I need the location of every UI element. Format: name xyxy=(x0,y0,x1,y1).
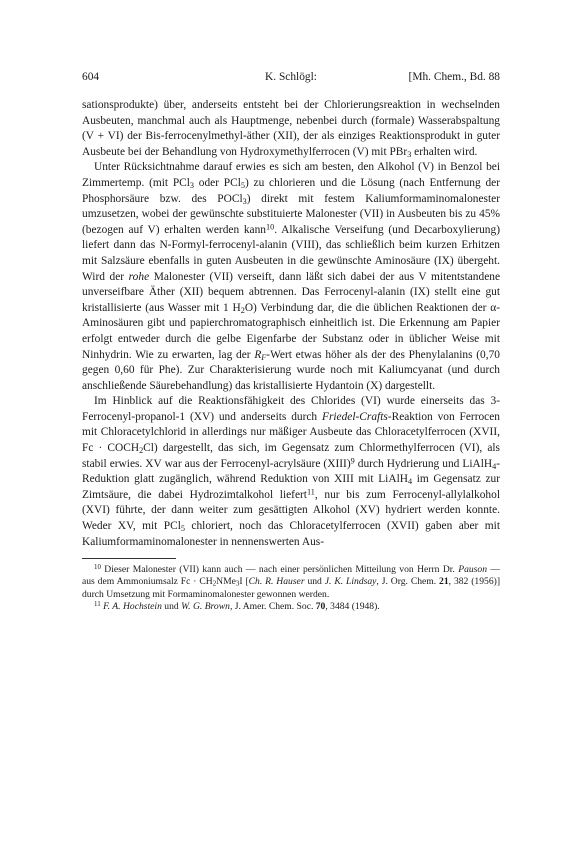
paragraph: Unter Rücksichtnahme darauf erwies es sich am besten, den Alkohol (V) in Benzol bei Zimmertemp. (mit PCl$_3$ oder PCl$_5$) zu chlorieren und die Lösung (nach Entfernung der Phosphorsäure bzw. des POCl$_3$) direkt mit festem Kaliumformaminomalonester umzusetzen, wobei der gewünschte substituierte Malonester (VII) in Ausbeuten bis zu 45% (bezogen auf V) erhalten werden kann$^{10}$. Alkalische Verseifung (und Decarboxylierung) liefert dann das N-Formyl-ferrocenyl-alanin (VIII), das schließlich beim kurzen Erhitzen mit Salzsäure ebenfalls in guten Ausbeuten in die gewünschte Aminosäure (IX) übergeht. Wird der rohe Malonester (VII) verseift, dann läßt sich dabei der aus V mitentstandene unverseifbare Äther (XII) bequem abtrennen. Das Ferrocenyl-alanin (IX) stellt eine gut kristallisierte (aus Wasser mit 1 $H_2O$) Verbindung dar, die die üblichen Reaktionen der α-Aminosäuren gibt und papierchromatographisch einheitlich ist. Die Erkennung am Papier erfolgt entweder durch die gelbe Eigenfarbe der Substanz oder in üblicher Weise mit Ninhydrin. Wie zu erwarten, lag der $R_F$-Wert etwas höher als der des Phenylalanins (0,70 gegen 0,60 für Phe). Zur Charakterisierung wurde noch mit Kaliumcyanat (und durch anschließende Säurebehandlung) das kristallisierte Hydantoin (X) dargestellt. xyxy=(82,161,500,392)
footnote-11: $^{11}$ F. A. Hochstein und W. G. Brown, J. Amer. Chem. Soc. 70, 3484 (1948). xyxy=(94,600,380,612)
paragraph-continuation: sationsprodukte) über, anderseits entsteht bei der Chlorierungsreaktion in wechselnden Ausbeuten, manchmal auch als Hauptmenge, nebenbei durch (formale) Wasserabspaltung (V + VI) der Bis-ferrocenylmethyl-äther (XII), der als einziges Reaktionsprodukt in guter Ausbeute bei der Behandlung von Hydroxymethylferrocen (V) mit PBr$_3$ erhalten wird. xyxy=(82,99,500,159)
page-number: 604 xyxy=(82,71,100,83)
footnotes xyxy=(82,564,500,613)
footnote-divider xyxy=(82,558,176,559)
running-header xyxy=(82,70,500,86)
running-head-author: K. Schlögl: xyxy=(265,71,317,83)
page xyxy=(82,70,500,613)
running-head-journal: [Mh. Chem., Bd. 88 xyxy=(408,71,500,83)
footnote-10: $^{10}$ Dieser Malonester (VII) kann auch — nach einer persönlichen Mitteilung von Herrn Dr. Pauson — aus dem Ammoniumsalz $Fc \cdot CH_2NMe_3I$ [Ch. R. Hauser und J. K. Lindsay, J. Org. Chem. 21, 382 (1956)] durch Umsetzung mit Formaminomalonester gewonnen werden. xyxy=(82,564,501,600)
paragraph: Im Hinblick auf die Reaktionsfähigkeit des Chlorides (VI) wurde einerseits das 3-Ferrocenyl-propanol-1 (XV) und anderseits durch Friedel-Crafts-Reaktion von Ferrocen mit Chloracetylchlorid in allerdings nur mäßiger Ausbeute das Chloracetylferrocen (XVII, $Fc \cdot COCH_2Cl$) dargestellt, das sich, im Gegensatz zum Chlormethylferrocen (VI), als stabil erwies. XV war aus der Ferrocenyl-acrylsäure (XIII)$^9$ durch Hydrierung und LiAlH$_4$-Reduktion glatt zugänglich, während Reduktion von XIII mit LiAlH$_4$ im Gegensatz zur Zimtsäure, die dabei Hydrozimtalkohol liefert$^{11}$, nur bis zum Ferrocenyl-allylalkohol (XVI) führte, der dann weiter zum gesättigten Alkohol (XV) hydriert werden konnte. Weder XV, mit PCl$_5$ chloriert, noch das Chloracetylferrocen (XVII) gaben aber mit Kaliumformaminomalonester in nennenswerten Aus- xyxy=(82,395,500,548)
body-text xyxy=(82,98,500,550)
